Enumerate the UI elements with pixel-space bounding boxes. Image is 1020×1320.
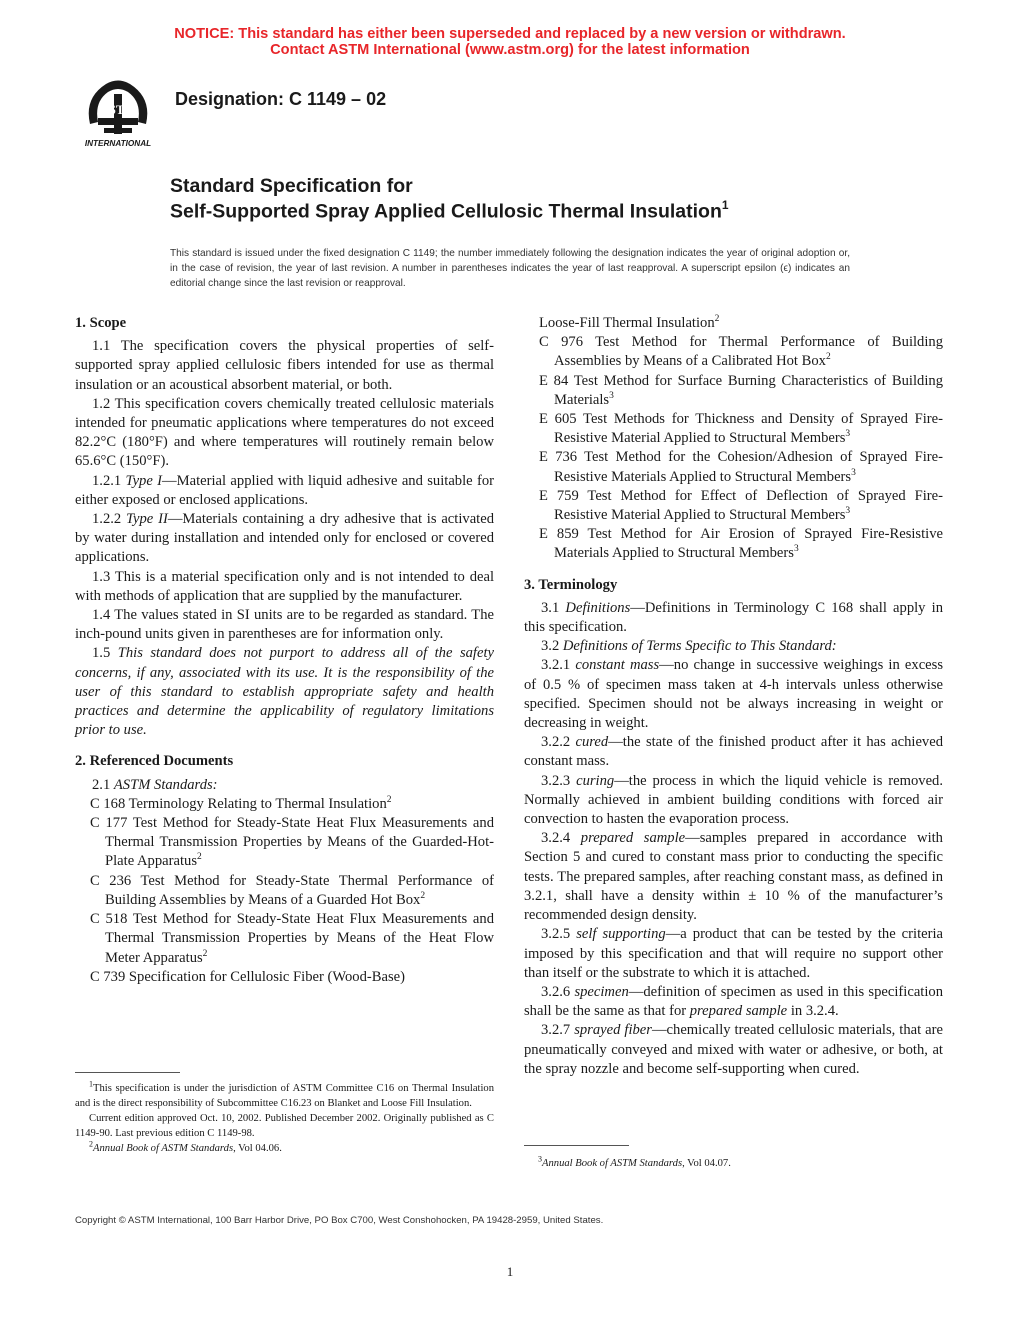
title-main: Self-Supported Spray Applied Cellulosic Thermal Insulation [170, 200, 722, 223]
logo-letters: ASTM [99, 102, 137, 117]
withdrawal-notice [0, 26, 1020, 58]
reference-item: E 859 Test Method for Air Erosion of Sprayed Fire-Resistive Materials Applied to Structural Members$^3$ [539, 526, 943, 562]
footnote-1: $^1$This specification is under the jurisdiction of ASTM Committee C16 on Thermal Insulation and is the direct responsibility of Subcommittee C16.23 on Blanket and Loose Fill Insulation. [75, 1079, 494, 1109]
reference-item: C 518 Test Method for Steady-State Heat Flux Measurements and Thermal Transmission Properties by Means of the Heat Flow Meter Apparatus$^2$ [90, 911, 494, 966]
preamble: This standard is issued under the fixed designation C 1149; the number immediately following the designation indicates the year of original adoption or, in the case of revision, the year of last revision. A number in parentheses indicates the year of last reapproval. A superscript epsilon (ϵ) indicates an editorial change since the last revision or reapproval. [170, 248, 850, 289]
para-3-2-5: 3.2.5 self supporting—a product that can be tested by the criteria imposed by this specification and that will require no support other than itself or the substrate to which it is attached. [524, 926, 943, 981]
footnote-rule-right [524, 1145, 629, 1146]
para-2-1: 2.1 ASTM Standards: [92, 776, 218, 793]
section-heading-scope: 1. Scope [75, 315, 127, 331]
footnote-1-edition: Current edition approved Oct. 10, 2002. Published December 2002. Originally published as C 1149-90. Last previous edition C 1149-98. [75, 1113, 494, 1139]
para-1-5: 1.5 This standard does not purport to address all of the safety concerns, if any, associated with its use. It is the responsibility of the user of this standard to establish appropriate safety and health practices and determine the applicability of regulatory limitations prior to use. [75, 645, 494, 739]
para-1-3: 1.3 This is a material specification only and is not intended to deal with methods of application that are supplied by the manufacturer. [75, 568, 494, 604]
footnote-rule-left [75, 1072, 180, 1073]
reference-item: C 168 Terminology Relating to Thermal Insulation$^2$ [90, 795, 392, 812]
page-number: 1 [506, 1264, 514, 1279]
para-3-2-1: 3.2.1 constant mass—no change in successive weighings in excess of 0.5 % of specimen mass taken at 4-h intervals unless otherwise specified. Specimen should not be always increasing in weight or decreasing in weight. [524, 657, 944, 732]
footnote-2: $^2$Annual Book of ASTM Standards, Vol 04.06. [89, 1139, 282, 1154]
title-line-2 [170, 199, 729, 224]
para-1-1: 1.1 The specification covers the physical properties of self-supported spray applied cellulosic fibers intended for use as thermal insulation or an acoustical absorbent material, or both. [75, 338, 494, 393]
copyright-line: Copyright © ASTM International, 100 Barr Harbor Drive, PO Box C700, West Conshohocken, PA 19428-2959, United States. [75, 1215, 604, 1226]
logo-international-label: INTERNATIONAL [84, 139, 152, 148]
reference-item: E 605 Test Methods for Thickness and Density of Sprayed Fire-Resistive Material Applied to Structural Members$^3$ [539, 411, 943, 447]
para-3-2-4: 3.2.4 prepared sample—samples prepared in accordance with Section 5 and cured to constant mass prior to conducting the specific tests. The prepared samples, after reaching constant mass, as defined in 3.2.1, shall have a density within ± 10 % of the manufacturer’s recommended design density. [524, 830, 943, 924]
title-line-1: Standard Specification for [170, 175, 413, 197]
notice-line-1: NOTICE: This standard has either been superseded and replaced by a new version or withdrawn. [174, 26, 846, 42]
left-column [75, 314, 494, 987]
para-3-2-3: 3.2.3 curing—the process in which the liquid vehicle is removed. Normally achieved in ambient building conditions with forced air convection to hasten the evaporation process. [524, 772, 943, 828]
section-heading-terminology: 3. Terminology [524, 576, 618, 593]
notice-line-2: Contact ASTM International (www.astm.org) for the latest information [270, 42, 750, 58]
reference-item: E 736 Test Method for the Cohesion/Adhesion of Sprayed Fire-Resistive Materials Applied to Structural Members$^3$ [539, 449, 943, 485]
para-3-1: 3.1 Definitions—Definitions in Terminology C 168 shall apply in this specification. [524, 599, 943, 636]
para-1-2: 1.2 This specification covers chemically treated cellulosic materials intended for pneumatic applications where temperatures do not exceed 82.2°C (180°F) and where temperatures will routinely remain below 65.6°C (150°F). [75, 395, 494, 470]
right-column [524, 314, 943, 1079]
reference-item: C 177 Test Method for Steady-State Heat Flux Measurements and Thermal Transmission Properties by Means of the Guarded-Hot-Plate Apparatus$^2$ [90, 815, 494, 870]
astm-logo-emblem [89, 81, 148, 135]
section-heading-referenced: 2. Referenced Documents [75, 753, 234, 770]
reference-item: Loose-Fill Thermal Insulation$^2$ [539, 314, 720, 331]
reference-item: E 759 Test Method for Effect of Deflection of Sprayed Fire-Resistive Material Applied to Structural Members$^3$ [539, 487, 943, 524]
para-3-2-6: 3.2.6 specimen—definition of specimen as used in this specification shall be the same as that for prepared sample in 3.2.4. [524, 983, 943, 1020]
reference-item: C 236 Test Method for Steady-State Thermal Performance of Building Assemblies by Means of a Guarded Hot Box$^2$ [90, 872, 494, 908]
footnotes-left [75, 1081, 494, 1156]
para-1-2-2: 1.2.2 Type II—Materials containing a dry adhesive that is activated by water during installation and intended only for enclosed or covered applications. [75, 511, 495, 566]
footnote-3: $^3$Annual Book of ASTM Standards, Vol 04.07. [538, 1154, 731, 1169]
title-footnote-mark: 1 [721, 198, 729, 212]
para-3-2-2: 3.2.2 cured—the state of the finished product after it has achieved constant mass. [524, 734, 943, 770]
footnotes-right [524, 1156, 943, 1171]
reference-item: C 739 Specification for Cellulosic Fiber (Wood-Base) [90, 968, 405, 985]
astm-logo [76, 74, 160, 152]
reference-item: C 976 Test Method for Thermal Performance of Building Assemblies by Means of a Calibrated Hot Box$^2$ [539, 334, 943, 370]
para-3-2-7: 3.2.7 sprayed fiber—chemically treated cellulosic materials, that are pneumatically conveyed and mixed with water or adhesive, or both, at the spray nozzle and become self-supporting when cured. [524, 1022, 943, 1077]
para-1-4: 1.4 The values stated in SI units are to be regarded as standard. The inch-pound units given in parentheses are for information only. [75, 607, 494, 643]
reference-item: E 84 Test Method for Surface Burning Characteristics of Building Materials$^3$ [539, 372, 943, 408]
designation: Designation: C 1149 – 02 [175, 89, 387, 109]
para-3-2: 3.2 Definitions of Terms Specific to This Standard: [541, 638, 837, 655]
para-1-2-1: 1.2.1 Type I—Material applied with liquid adhesive and suitable for either exposed or enclosed applications. [75, 472, 494, 508]
